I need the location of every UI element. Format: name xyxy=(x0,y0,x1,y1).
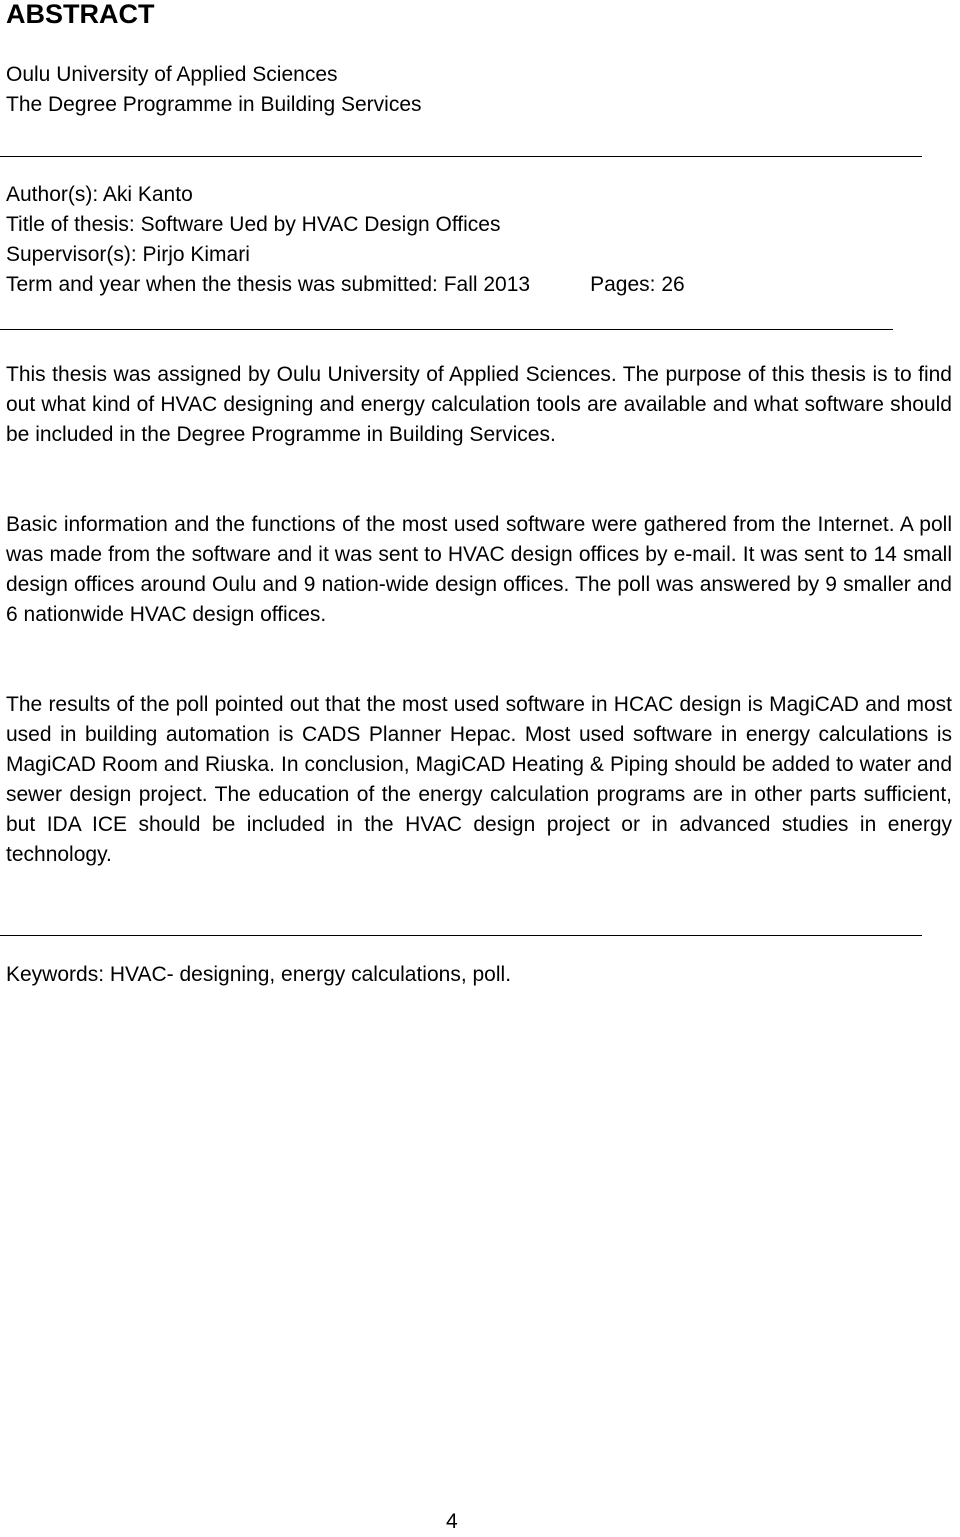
page-title: ABSTRACT xyxy=(6,0,155,29)
abstract-paragraph: This thesis was assigned by Oulu University of Applied Sciences. The purpose of this thesis is to find out what kind of HVAC designing and energy calculation tools are available and what software should be included in the Degree Programme in Building Services. xyxy=(6,363,952,446)
divider xyxy=(0,935,922,936)
term-text: Term and year when the thesis was submitted: Fall 2013 xyxy=(6,273,531,296)
thesis-title-line: Title of thesis: Software Ued by HVAC Design Offices xyxy=(6,213,501,236)
degree-programme: The Degree Programme in Building Services xyxy=(6,93,422,116)
university-name: Oulu University of Applied Sciences xyxy=(6,63,338,86)
abstract-paragraph: Basic information and the functions of the most used software were gathered from the Internet. A poll was made from the software and it was sent to HVAC design offices by e-mail. It was sent to 14 small design offices around Oulu and 9 nation-wide design offices. The poll was answered by 9 smaller and 6 nationwide HVAC design offices. xyxy=(6,513,952,626)
divider xyxy=(0,329,893,330)
supervisor-line: Supervisor(s): Pirjo Kimari xyxy=(6,243,250,266)
abstract-paragraph: The results of the poll pointed out that the most used software in HCAC design is MagiCAD and most used in building automation is CADS Planner Hepac. Most used software in energy calculations is MagiCAD Room and Riuska. In conclusion, MagiCAD Heating & Piping should be added to water and sewer design project. The education of the energy calculation programs are in other parts sufficient, but IDA ICE should be included in the HVAC design project or in advanced studies in energy technology. xyxy=(6,693,952,866)
thesis-meta-block xyxy=(6,180,685,300)
keywords-line: Keywords: HVAC- designing, energy calculations, poll. xyxy=(6,963,512,986)
term-pages-line xyxy=(6,270,685,300)
institution-block xyxy=(6,60,422,120)
page-number: 4 xyxy=(446,1510,458,1533)
pages-text: Pages: 26 xyxy=(590,273,685,296)
author-line: Author(s): Aki Kanto xyxy=(6,183,193,206)
divider xyxy=(0,156,922,157)
